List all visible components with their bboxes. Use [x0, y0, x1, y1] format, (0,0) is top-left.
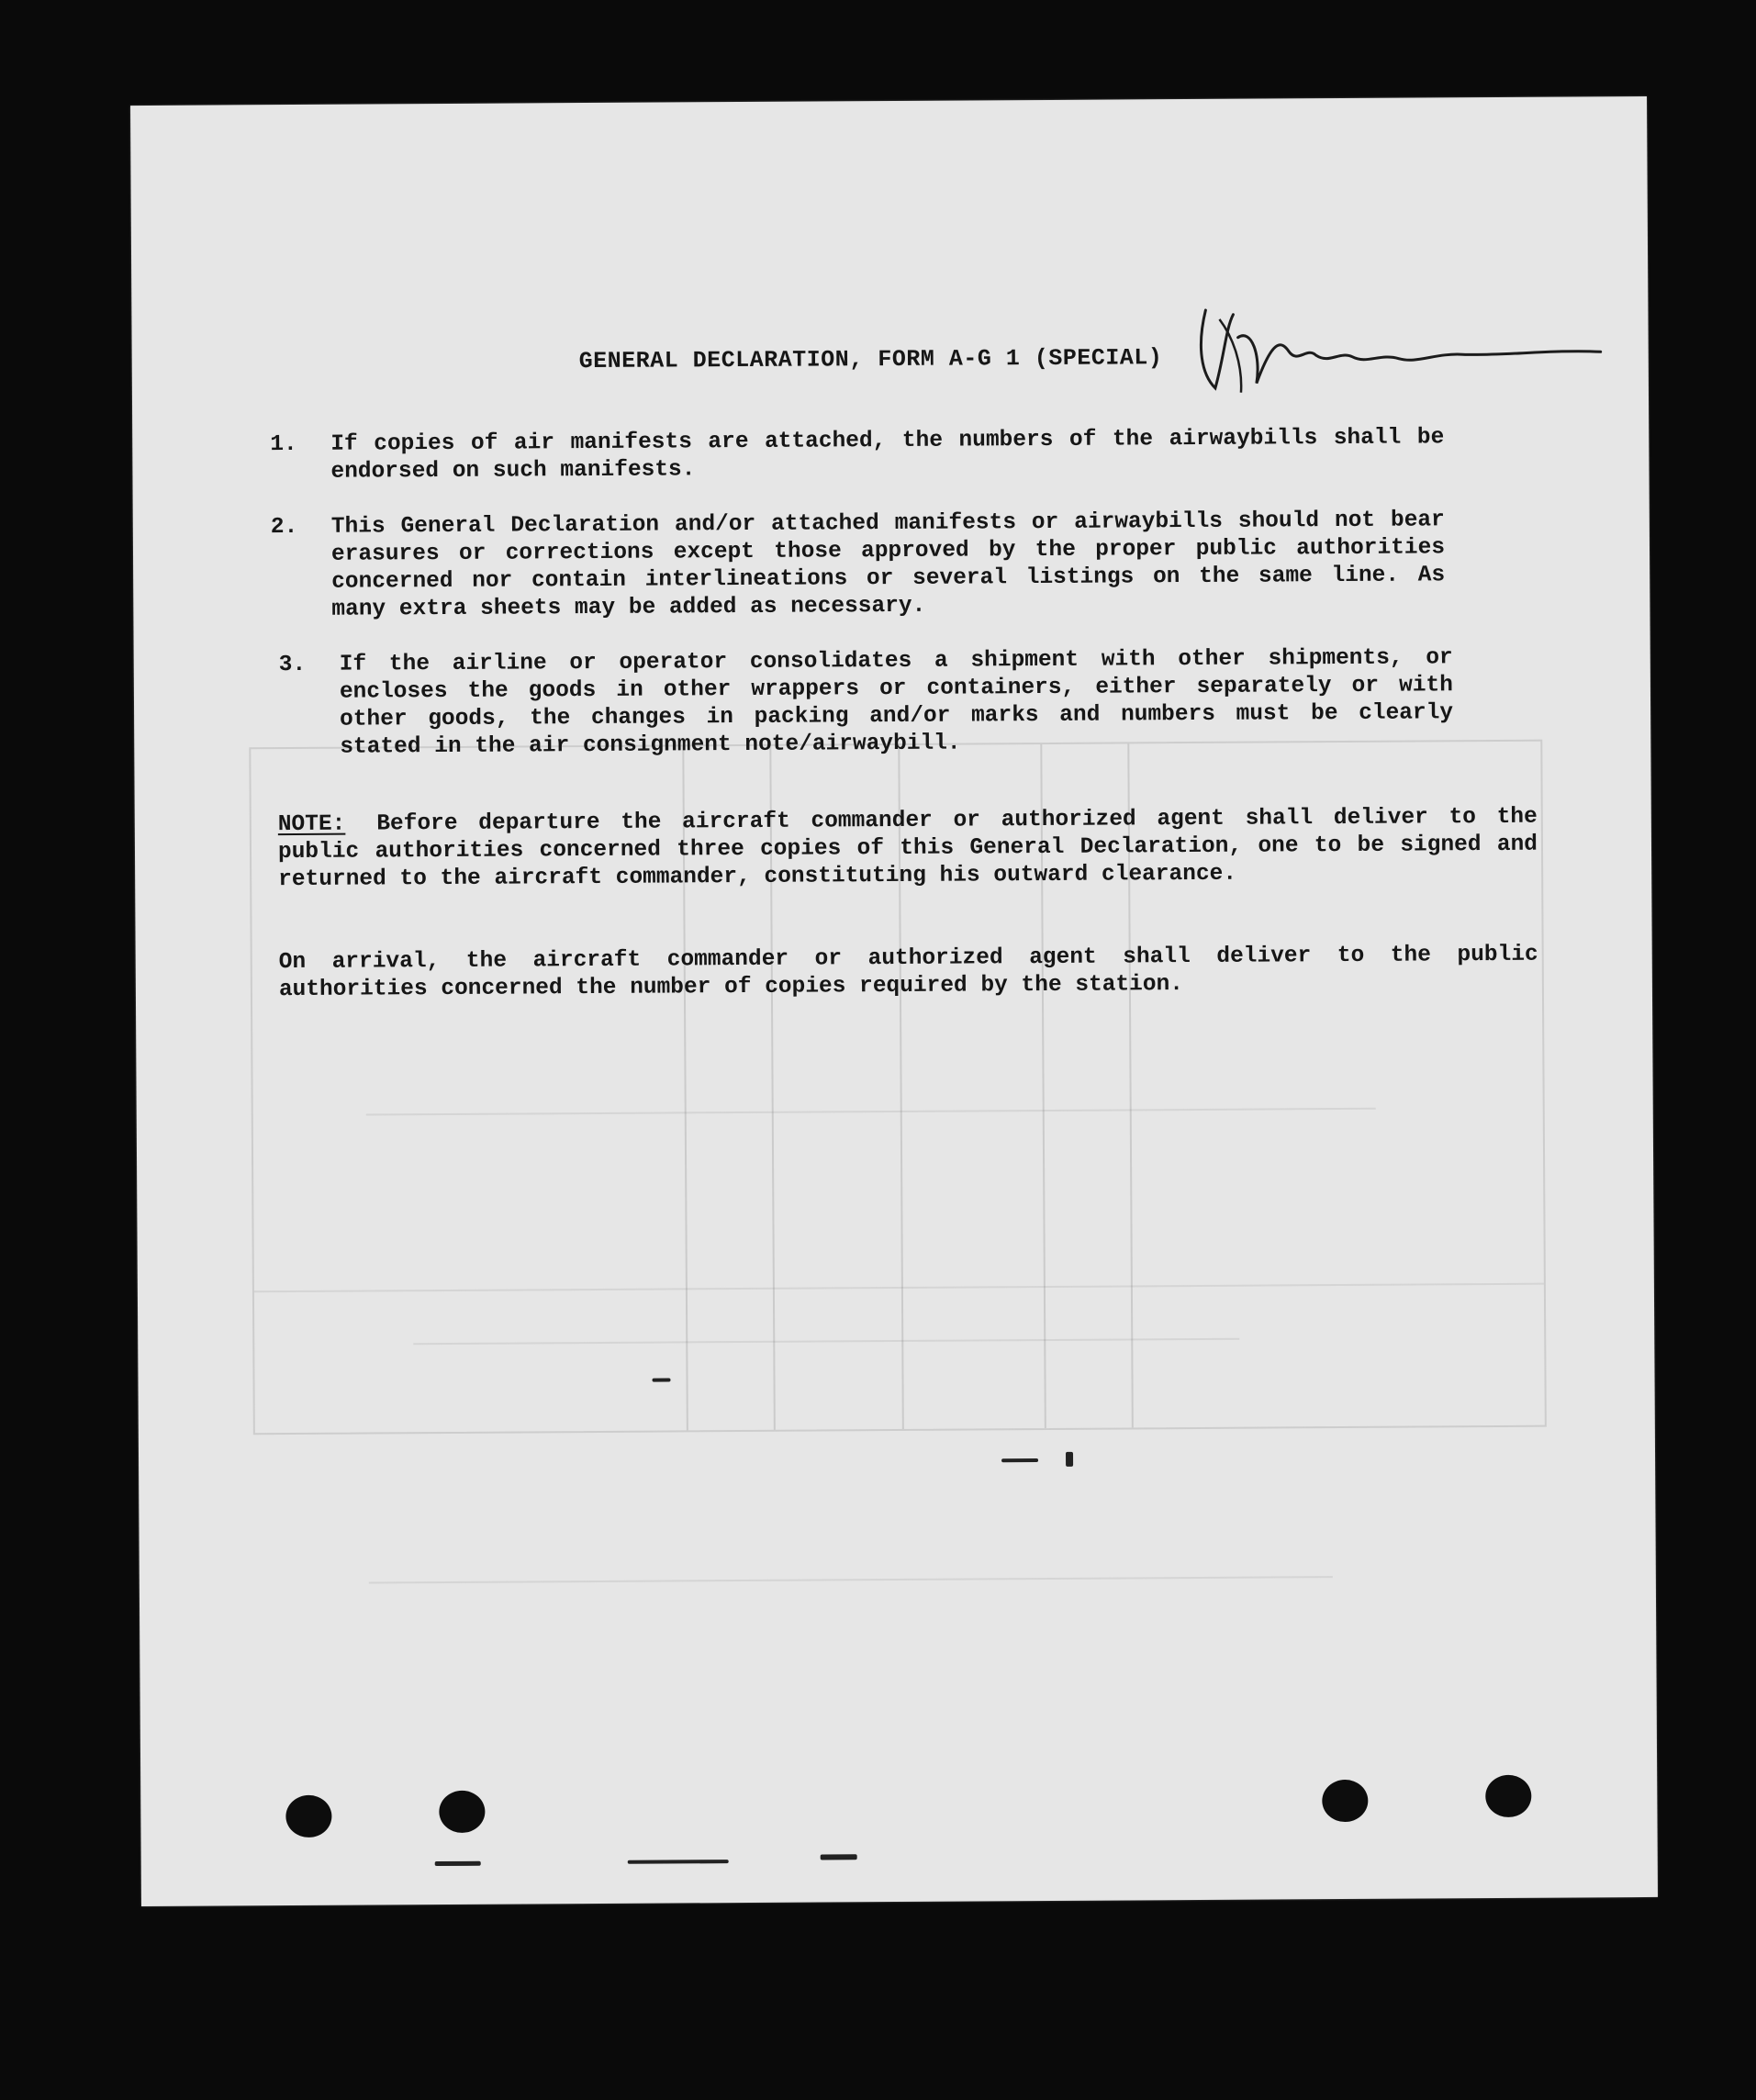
note-label: NOTE: — [277, 811, 346, 838]
bleed-through-line — [254, 1283, 1544, 1293]
item-number: 1. — [270, 431, 297, 458]
signature-scribble — [1169, 298, 1610, 402]
ink-speck — [435, 1861, 481, 1866]
document-title: GENERAL DECLARATION, FORM A-G 1 (SPECIAL) — [578, 344, 1163, 375]
ink-speck — [1066, 1452, 1073, 1467]
ink-speck — [1001, 1458, 1038, 1462]
ink-speck — [628, 1860, 729, 1864]
item-text: If copies of air manifests are attached, the numbers of the airwaybills shall be endorsed on such manifests. — [330, 425, 1445, 485]
list-item — [270, 507, 1446, 622]
item-text: If the airline or operator consolidates a shipment with other shipments, or encloses the goods in other wrappers or containers, either separately or with other goods, the changes in packing and/or marks and numbers must be clearly stated in the air consignment note/airwaybill. — [339, 645, 1454, 760]
item-number: 2. — [270, 514, 298, 541]
ink-speck — [653, 1378, 671, 1381]
document-page — [130, 96, 1658, 1906]
note-text: Before departure the aircraft commander or authorized agent shall deliver to the public authorities concerned three copies of this General Declaration, one to be signed and returned to the aircraft commander, constituting his outward clearance. — [277, 804, 1538, 893]
list-item — [278, 644, 1454, 760]
item-text: This General Declaration and/or attached manifests or airwaybills should not bear erasures or corrections except those approved by the proper public authorities concerned nor contain interlineations or several listings on the same line. As many extra sheets may be added as necessary. — [330, 508, 1446, 622]
item-number: 3. — [278, 652, 307, 678]
punch-hole — [1322, 1780, 1368, 1822]
bleed-through-line — [369, 1576, 1333, 1583]
punch-hole — [285, 1795, 331, 1838]
list-item — [270, 424, 1445, 485]
ink-speck — [821, 1854, 857, 1860]
arrival-paragraph: On arrival, the aircraft commander or authorized agent shall deliver to the public authorities concerned the number of copies required by the station. — [278, 942, 1538, 1003]
punch-hole — [1485, 1775, 1531, 1817]
note-paragraph — [278, 804, 1538, 894]
punch-hole — [439, 1791, 485, 1833]
